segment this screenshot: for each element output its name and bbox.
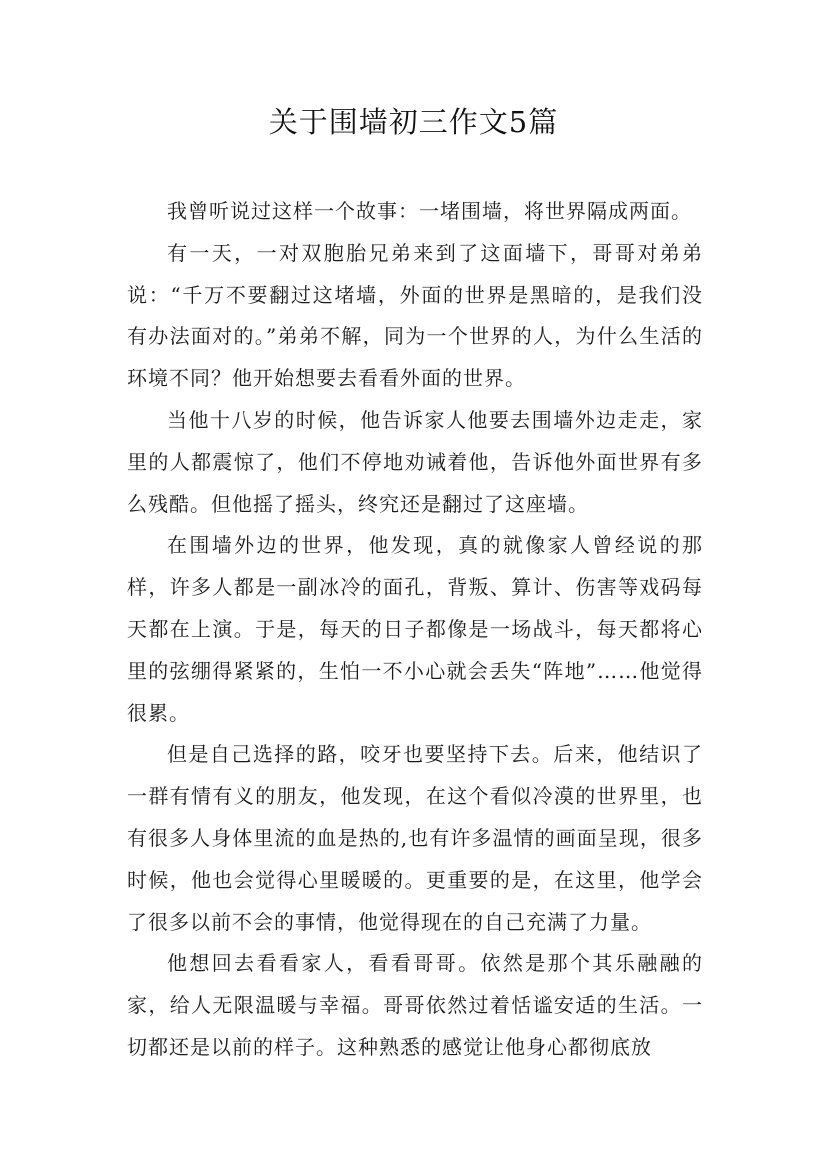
paragraph-1: 我曾听说过这样一个故事：一堵围墙，将世界隔成两面。 [167,199,692,223]
paragraph-2: 有一天，一对双胞胎兄弟来到了这面墙下，哥哥对弟弟说：“千万不要翻过这堵墙，外面的世界是黑暗的，是我们没有办法面对的。”弟弟不解，同为一个世界的人，为什么生活的环境不同？他开始想要去看看外面的世界。 [127,240,703,391]
paragraph-4: 在围墙外边的世界，他发现，真的就像家人曾经说的那样，许多人都是一副冰冷的面孔，背叛、算计、伤害等戏码每天都在上演。于是，每天的日子都像是一场战斗，每天都将心里的弦绷得紧紧的，生怕一不小心就会丢失“阵地”……他觉得很累。 [127,533,703,725]
page-title: 关于围墙初三作文5篇 [268,105,559,139]
paragraph-6: 他想回去看看家人，看看哥哥。依然是那个其乐融融的家，给人无限温暖与幸福。哥哥依然过着恬谧安适的生活。一切都还是以前的样子。这种熟悉的感觉让他身心都彻底放 [127,951,703,1059]
paragraph-5: 但是自己选择的路，咬牙也要坚持下去。后来，他结识了一群有情有义的朋友，他发现，在这个看似冷漠的世界里，也有很多人身体里流的血是热的,也有许多温情的画面呈现，很多时候，他也会觉得心里暖暖的。更重要的是，在这里，他学会了很多以前不会的事情，他觉得现在的自己充满了力量。 [127,742,703,934]
article-body [127,191,703,1069]
paragraph-3: 当他十八岁的时候，他告诉家人他要去围墙外边走走，家里的人都震惊了，他们不停地劝诫着他，告诉他外面世界有多么残酷。但他摇了摇头，终究还是翻过了这座墙。 [127,407,703,516]
